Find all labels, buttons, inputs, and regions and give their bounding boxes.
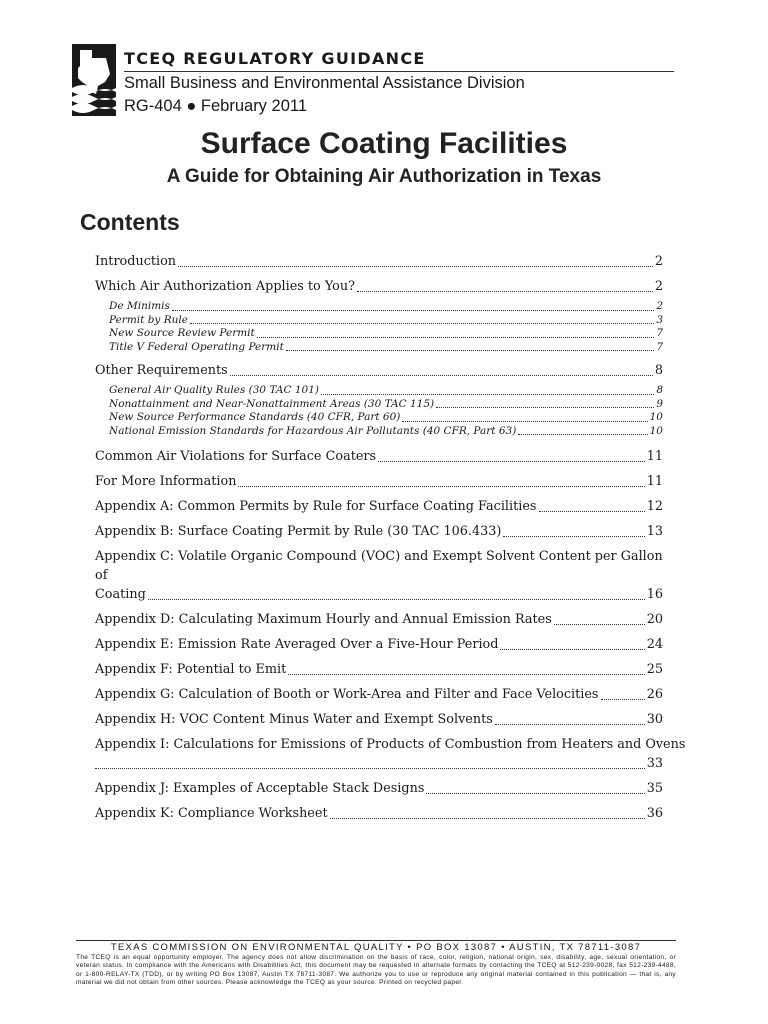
toc-entry[interactable] (95, 472, 663, 491)
toc-entry-page: 20 (646, 612, 663, 627)
toc-entry-page: 11 (646, 474, 663, 489)
header-title: TCEQ REGULATORY GUIDANCE (124, 49, 426, 68)
toc-entry-title: Appendix K: Compliance Worksheet (95, 806, 328, 821)
dot-leader (500, 649, 644, 650)
toc-entry-title: Appendix C: Volatile Organic Compound (VOC) and Exempt Solvent Content per Gallon of (95, 549, 663, 583)
toc-entry-title: Appendix G: Calculation of Booth or Work-Area and Filter and Face Velocities (95, 687, 599, 702)
toc-entry-page: 8 (656, 384, 663, 396)
dot-leader (286, 350, 654, 351)
toc-entry[interactable] (95, 779, 663, 798)
toc-entry-title: Common Air Violations for Surface Coaters (95, 449, 377, 464)
dot-leader (330, 818, 645, 819)
footer-notice: The TCEQ is an equal opportunity employer. The agency does not allow discrimination on the basis of race, color, religion, national origin, sex, disability, age, sexual orientation, or veteran status. In compliance with the Americans with Disabilities Act, this document may be requested in alternate formats by contacting the TCEQ at 512-239-0028, fax 512-239-4488, or 1-800-RELAY-TX (TDD), or by writing PO Box 13087, Austin TX 78711-3087. We authorize you to use or reproduce any original material contained in this publication — that is, any material we did not obtain from other sources. Please acknowledge the TCEQ as your source. Printed on recycled paper. (76, 954, 676, 987)
footer-address: TEXAS COMMISSION ON ENVIRONMENTAL QUALITY • PO BOX 13087 • AUSTIN, TX 78711-3087 (110, 942, 642, 953)
dot-leader (178, 266, 653, 267)
toc-entry-page: 30 (646, 712, 663, 727)
toc-entry-page: 36 (646, 806, 663, 821)
toc-entry[interactable] (95, 635, 663, 654)
toc-entry-title: Appendix I: Calculations for Emissions of Products of Combustion from Heaters and Ovens (95, 737, 686, 752)
toc-entry-page: 10 (649, 424, 663, 437)
toc-entry-title: Appendix D: Calculating Maximum Hourly and Annual Emission Rates (95, 612, 552, 627)
toc-entry-page: 7 (656, 327, 663, 339)
toc-entry-page: 11 (646, 449, 663, 464)
footer-rule (76, 940, 676, 941)
toc-entry-page: 33 (646, 756, 663, 771)
dot-leader (288, 674, 644, 675)
dot-leader (148, 599, 645, 600)
toc-entry-page: 2 (654, 254, 663, 269)
toc-entry-title: Appendix H: VOC Content Minus Water and Exempt Solvents (95, 712, 493, 727)
document-footer (76, 940, 676, 988)
document-subtitle: A Guide for Obtaining Air Authorization in Texas (166, 166, 602, 187)
dot-leader (539, 511, 645, 512)
toc-entry-title: Nonattainment and Near-Nonattainment Areas (30 TAC 115) (109, 397, 435, 410)
dot-leader (495, 724, 645, 725)
toc-entry-page: 16 (646, 587, 663, 602)
dot-leader (436, 407, 654, 408)
toc-entry-page: 26 (646, 687, 663, 702)
toc-entry-title: Introduction (95, 254, 177, 269)
dot-leader (357, 291, 653, 292)
dot-leader (601, 699, 645, 700)
toc-subentry[interactable] (109, 300, 663, 314)
toc-entry-title: New Source Performance Standards (40 CFR, Part 60) (109, 411, 401, 423)
toc-entry-title: National Emission Standards for Hazardous Air Pollutants (40 CFR, Part 63) (109, 424, 517, 437)
toc-entry-title: De Minimis (109, 300, 170, 312)
dot-leader (95, 768, 645, 769)
dot-leader (238, 486, 644, 487)
toc-entry[interactable] (95, 804, 663, 823)
toc-entry-page: 10 (649, 411, 663, 423)
toc-entry-title: For More Information (95, 474, 237, 489)
document-title: Surface Coating Facilities (200, 127, 568, 160)
dot-leader (230, 375, 653, 376)
toc-entry-page: 12 (646, 499, 663, 514)
toc-entry-page: 25 (646, 662, 663, 677)
tceq-logo (72, 44, 116, 116)
toc-entry[interactable] (95, 710, 663, 729)
toc-subentry[interactable] (109, 398, 663, 412)
table-of-contents (95, 252, 686, 823)
contents-heading: Contents (80, 209, 180, 235)
toc-entry-title: General Air Quality Rules (30 TAC 101) (109, 384, 319, 396)
toc-subentry[interactable] (109, 411, 663, 425)
toc-entry[interactable] (95, 277, 663, 296)
toc-entry-title: Which Air Authorization Applies to You? (95, 279, 355, 294)
toc-entry[interactable] (95, 522, 663, 541)
toc-entry-title: Appendix B: Surface Coating Permit by Rule (30 TAC 106.433) (95, 524, 502, 539)
toc-entry-page: 24 (646, 637, 663, 652)
toc-entry[interactable] (95, 735, 686, 773)
toc-subentry[interactable] (109, 327, 663, 341)
dot-leader (554, 624, 645, 625)
toc-entry-page: 9 (656, 397, 663, 410)
toc-entry[interactable] (95, 685, 663, 704)
toc-entry-title: Appendix F: Potential to Emit (95, 662, 287, 677)
toc-subentry[interactable] (109, 314, 663, 328)
toc-entry-page: 7 (656, 340, 663, 353)
toc-subentry[interactable] (109, 341, 663, 355)
toc-subentry[interactable] (109, 384, 663, 398)
toc-entry-title: Appendix J: Examples of Acceptable Stack Designs (95, 781, 425, 796)
toc-entry-page: 2 (656, 300, 663, 312)
toc-entry-title-continued: Coating (95, 587, 146, 602)
toc-entry[interactable] (95, 361, 663, 380)
toc-entry-page: 35 (646, 781, 663, 796)
toc-subentry[interactable] (109, 425, 663, 439)
title-block (0, 126, 768, 190)
toc-entry-title: Permit by Rule (109, 313, 188, 326)
toc-entry[interactable] (95, 660, 663, 679)
document-header (124, 48, 674, 118)
toc-entry-title: Title V Federal Operating Permit (109, 340, 284, 353)
dot-leader (257, 337, 655, 338)
toc-entry-title: Other Requirements (95, 363, 228, 378)
dot-leader (402, 421, 647, 422)
dot-leader (426, 793, 644, 794)
division-name: Small Business and Environmental Assistance Division (124, 74, 525, 92)
toc-entry-title: Appendix E: Emission Rate Averaged Over a Five-Hour Period (95, 637, 499, 652)
toc-entry-title: New Source Review Permit (109, 327, 255, 339)
toc-entry-page: 13 (646, 524, 663, 539)
toc-entry-page: 2 (654, 279, 663, 294)
dot-leader (378, 461, 645, 462)
publication-id: RG-404 ● February 2011 (124, 97, 307, 115)
toc-entry[interactable] (95, 497, 663, 516)
toc-entry-title: Appendix A: Common Permits by Rule for Surface Coating Facilities (95, 499, 537, 514)
toc-entry[interactable] (95, 252, 663, 271)
dot-leader (503, 536, 644, 537)
dot-leader (172, 310, 654, 311)
dot-leader (518, 434, 647, 435)
toc-entry[interactable] (95, 447, 663, 466)
toc-entry-page: 8 (654, 363, 663, 378)
toc-entry[interactable] (95, 547, 663, 604)
toc-entry-page: 3 (656, 313, 663, 326)
dot-leader (321, 394, 654, 395)
toc-entry[interactable] (95, 610, 663, 629)
dot-leader (190, 323, 654, 324)
